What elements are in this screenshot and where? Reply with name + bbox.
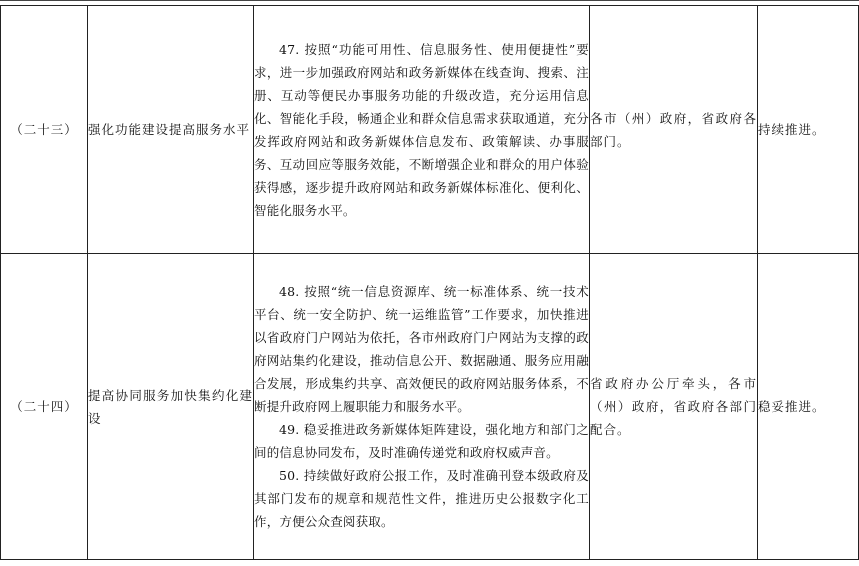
table-row	[1, 254, 859, 560]
measure-paragraph: 50. 持续做好政府公报工作，及时准确刊登本级政府及其部门发布的规章和规范性文件，推进历史公报数字化工作，方便公众查阅获取。	[254, 468, 589, 529]
measure-paragraph: 49. 稳妥推进政务新媒体矩阵建设，强化地方和部门之间的信息协同发布，及时准确传递党和政府权威声音。	[254, 422, 589, 460]
top-border-line	[0, 0, 859, 1]
responsible-units: 各市（州）政府，省政府各部门。	[590, 6, 758, 254]
task-title: 强化功能建设提高服务水平	[88, 6, 254, 254]
table-row	[1, 6, 859, 254]
measures-cell	[254, 254, 590, 560]
responsible-units: 省政府办公厅牵头，各市（州）政府，省政府各部门配合。	[590, 254, 758, 560]
measure-paragraph: 47. 按照“功能可用性、信息服务性、使用便捷性”要求，进一步加强政府网站和政务新媒体在线查询、搜索、注册、互动等便民办事服务功能的升级改造，充分运用信息化、智能化手段，畅通企业和群众信息需求获取通道，充分发挥政府网站和政务新媒体信息发布、政策解读、办事服务、互动回应等服务效能，不断增强企业和群众的用户体验获得感，逐步提升政府网站和政务新媒体标准化、便利化、智能化服务水平。	[254, 41, 589, 218]
timeline: 持续推进。	[758, 6, 859, 254]
measures-cell	[254, 6, 590, 254]
work-plan-table	[0, 5, 859, 560]
item-number: （二十四）	[1, 254, 88, 560]
measure-paragraph: 48. 按照“统一信息资源库、统一标准体系、统一技术平台、统一安全防护、统一运维监管”工作要求，加快推进以省政府门户网站为依托，各市州政府门户网站为支撑的政府网站集约化建设，推动信息公开、数据融通、服务应用融合发展，形成集约共享、高效便民的政府网站服务体系，不断提升政府网上履职能力和服务水平。	[254, 284, 589, 414]
item-number: （二十三）	[1, 6, 88, 254]
timeline: 稳妥推进。	[758, 254, 859, 560]
task-title: 提高协同服务加快集约化建设	[88, 254, 254, 560]
